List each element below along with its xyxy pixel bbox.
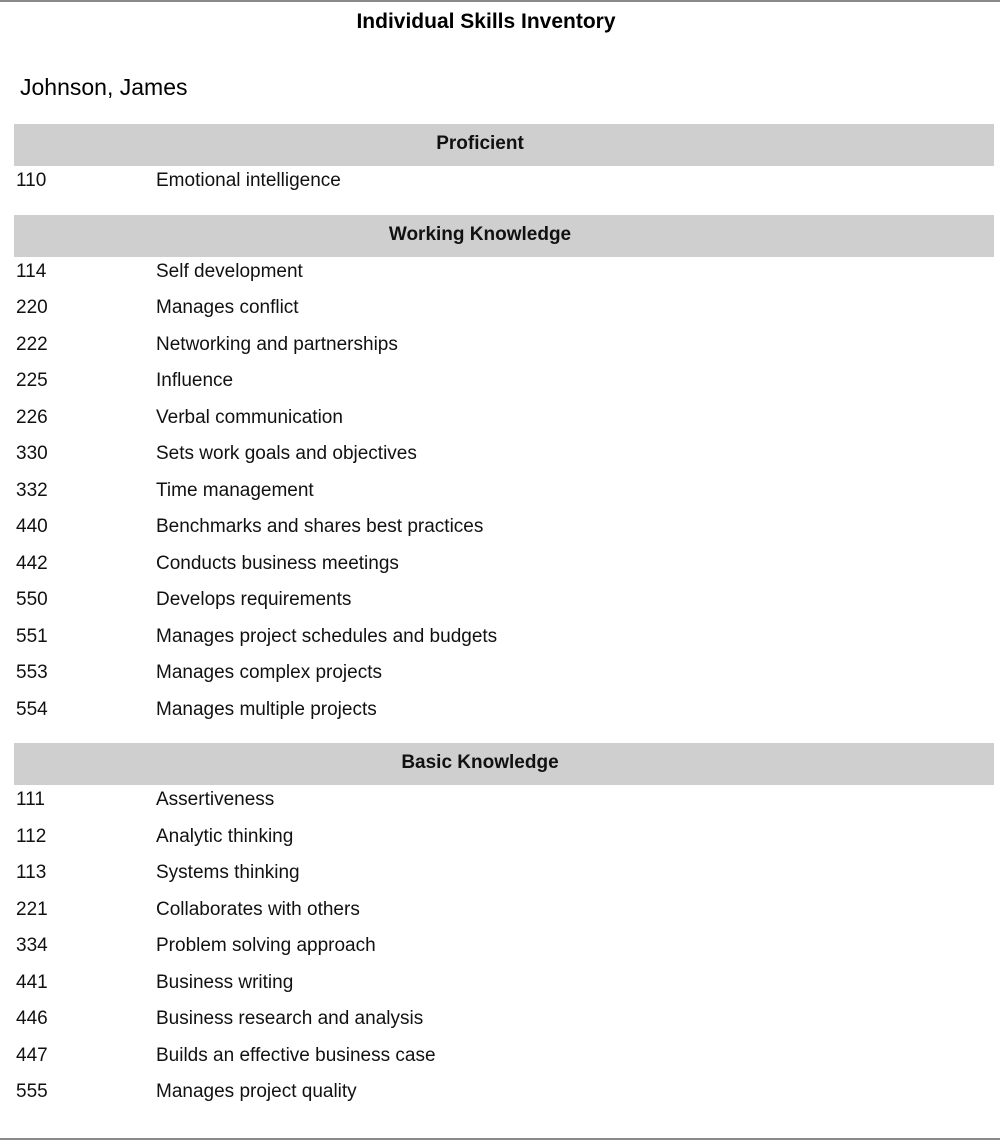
skill-name: Benchmarks and shares best practices [156,516,484,537]
skill-name: Business writing [156,971,294,993]
skill-name: Sets work goals and objectives [156,443,417,464]
skill-row [14,512,994,549]
skill-row [14,895,994,932]
skill-code: 221 [16,898,48,920]
skill-sections [14,124,994,1126]
report-title: Individual Skills Inventory [356,10,616,33]
skill-section [14,743,994,1114]
skill-row [14,858,994,895]
skill-code: 225 [16,370,48,391]
skill-code: 447 [16,1044,48,1066]
skill-code: 334 [16,935,48,956]
skill-section [14,215,994,732]
person-name: Johnson, James [20,74,188,100]
skill-name: Business research and analysis [156,1008,424,1029]
skill-row [14,585,994,622]
skill-code: 332 [16,479,48,501]
skill-row [14,658,994,695]
skill-row [14,476,994,513]
skill-name: Assertiveness [156,789,275,810]
skill-code: 226 [16,406,48,428]
skill-row [14,403,994,440]
skill-name: Manages multiple projects [156,698,377,720]
skill-name: Manages conflict [156,297,299,318]
skill-name: Systems thinking [156,862,300,883]
skill-name: Problem solving approach [156,935,376,956]
skill-name: Manages project schedules and budgets [156,625,498,647]
skill-name: Time management [156,479,314,501]
skill-code: 114 [16,260,47,282]
skill-row [14,785,994,822]
skill-name: Manages project quality [156,1081,357,1102]
skill-name: Emotional intelligence [156,170,341,191]
skill-name: Influence [156,370,234,391]
skill-code: 441 [16,971,48,993]
skill-row [14,968,994,1005]
skill-row [14,1004,994,1041]
skill-row [14,439,994,476]
skill-name: Self development [156,260,303,282]
skill-row [14,1077,994,1114]
skill-row [14,931,994,968]
skill-row [14,622,994,659]
skill-row [14,366,994,403]
skill-code: 551 [16,625,48,647]
skill-row [14,1041,994,1078]
skill-code: 111 [16,789,45,810]
skill-name: Analytic thinking [156,825,294,847]
skill-row [14,293,994,330]
skill-name: Conducts business meetings [156,552,399,574]
section-header: Working Knowledge [14,215,994,257]
skill-row [14,549,994,586]
skill-code: 112 [16,825,47,847]
section-header: Basic Knowledge [14,743,994,785]
skill-row [14,257,994,294]
skill-code: 220 [16,297,48,318]
skill-name: Develops requirements [156,589,352,610]
skill-row [14,822,994,859]
skill-code: 555 [16,1081,48,1102]
skill-row [14,166,994,203]
skill-code: 330 [16,443,48,464]
skill-code: 113 [16,862,47,883]
skill-name: Networking and partnerships [156,333,398,355]
skill-name: Builds an effective business case [156,1044,436,1066]
section-header: Proficient [14,124,994,166]
skill-row [14,695,994,732]
skill-name: Manages complex projects [156,662,382,683]
skill-code: 553 [16,662,48,683]
skill-code: 446 [16,1008,48,1029]
skill-section [14,124,994,203]
skill-code: 440 [16,516,48,537]
skill-name: Collaborates with others [156,898,360,920]
skill-name: Verbal communication [156,406,343,428]
skill-code: 554 [16,698,48,720]
skill-code: 110 [16,170,47,191]
skill-code: 550 [16,589,48,610]
skill-code: 442 [16,552,48,574]
skill-code: 222 [16,333,48,355]
skill-row [14,330,994,367]
